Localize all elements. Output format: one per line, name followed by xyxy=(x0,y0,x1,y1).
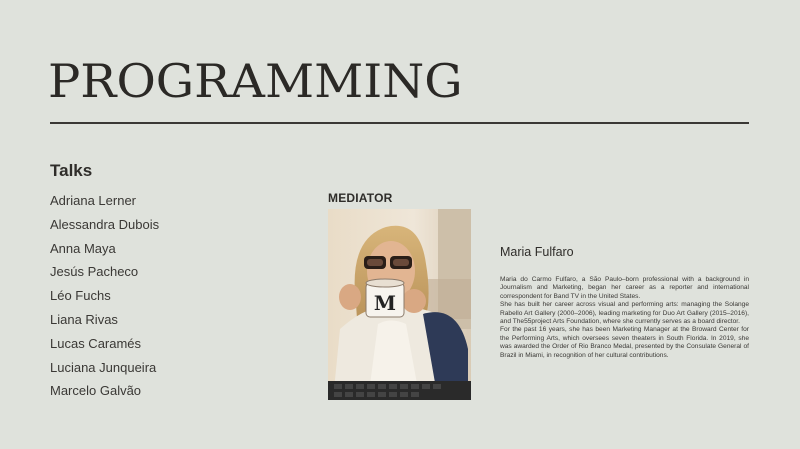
title-divider xyxy=(50,122,749,124)
mediator-bio xyxy=(500,276,749,360)
speaker-item: Liana Rivas xyxy=(50,311,118,327)
mug-letter: M xyxy=(373,291,397,315)
speaker-item: Marcelo Galvão xyxy=(50,383,142,399)
speaker-item: Anna Maya xyxy=(50,240,116,256)
mediator-photo xyxy=(328,209,471,400)
speaker-item: Jesús Pacheco xyxy=(50,264,139,280)
bio-paragraph: For the past 16 years, she has been Marketing Manager at the Broward Center for the Performing Arts, which oversees seven theaters in South Florida. In 2019, she was awarded the Order of Rio Branco Medal, presented by the Consulate General of Brazil in Miami, in recognition of her cultural contributions. xyxy=(500,326,749,359)
speaker-list xyxy=(50,192,159,406)
speaker-item: Luciana Junqueira xyxy=(50,359,157,375)
mediator-label: MEDIATOR xyxy=(328,191,393,205)
mediator-name: Maria Fulfaro xyxy=(500,245,574,259)
speaker-item: Léo Fuchs xyxy=(50,288,111,304)
speaker-item: Lucas Caramés xyxy=(50,335,142,351)
bio-paragraph: She has built her career across visual and performing arts: managing the Solange Rabello Art Gallery (2000–2006), leading marketing for Duo Art Gallery (2015–2016), and The55project Arts Foundation, where she currently serves as a board director. xyxy=(500,301,749,326)
page-title: PROGRAMMING xyxy=(48,55,463,109)
speaker-item: Adriana Lerner xyxy=(50,193,136,208)
speaker-item: Alessandra Dubois xyxy=(50,216,160,232)
bio-paragraph: Maria do Carmo Fulfaro, a São Paulo–born professional with a background in Journalism and Marketing, began her career as a reporter and international correspondent for Band TV in the United States. xyxy=(500,276,749,300)
talks-heading: Talks xyxy=(50,161,93,180)
